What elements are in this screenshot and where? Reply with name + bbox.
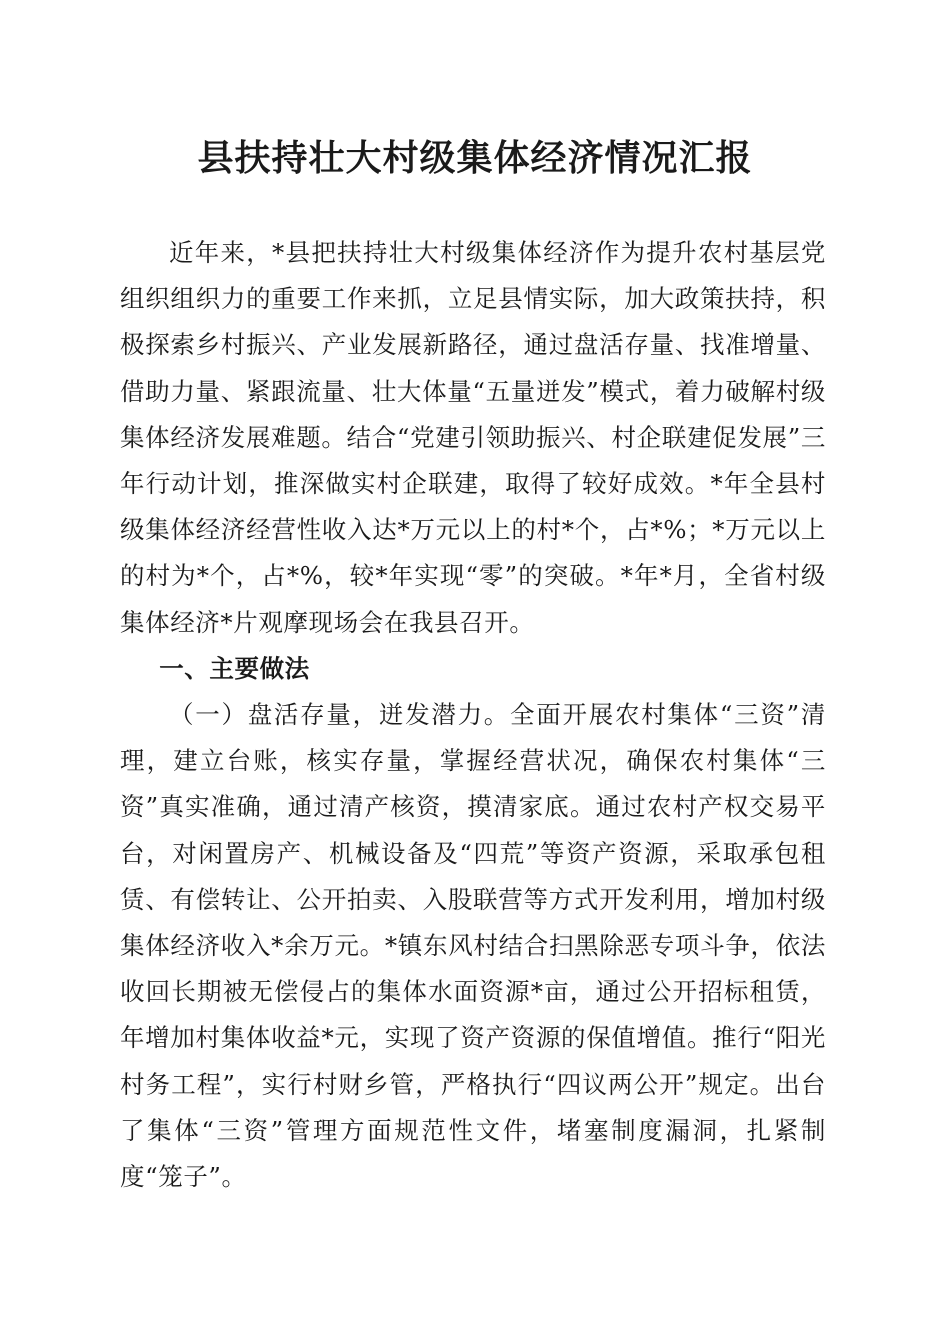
subsection-lead-1: （一）盘活存量，迸发潜力。 (169, 700, 511, 730)
document-title: 县扶持壮大村级集体经济情况汇报 (197, 137, 753, 179)
document-body (120, 230, 826, 1200)
intro-paragraph: 近年来，*县把扶持壮大村级集体经济作为提升农村基层党组织组织力的重要工作来抓，立足县情实际，加大政策扶持，积极探索乡村振兴、产业发展新路径，通过盘活存量、找准增量、借助力量、紧跟流量、壮大体量“五量迸发”模式，着力破解村级集体经济发展难题。结合“党建引领助振兴、村企联建促发展”三年行动计划，推深做实村企联建，取得了较好成效。*年全县村级集体经济经营性收入达*万元以上的村*个，占*%；*万元以上的村为*个，占*%，较*年实现“零”的突破。*年*月，全省村级集体经济*片观摩现场会在我县召开。 (120, 238, 826, 637)
section-heading-main-practices: 一、主要做法 (159, 653, 310, 683)
subsection-paragraph-1 (120, 692, 826, 1200)
subsection-text-1: 全面开展农村集体“三资”清理，建立台账，核实存量，掌握经营状况，确保农村集体“三资”真实准确，通过清产核资，摸清家底。通过农村产权交易平台，对闲置房产、机械设备及“四荒”等资产资源，采取承包租赁、有偿转让、公开拍卖、入股联营等方式开发利用，增加村级集体经济收入*余万元。*镇东风村结合扫黑除恶专项斗争，依法收回长期被无偿侵占的集体水面资源*亩，通过公开招标租赁，年增加村集体收益*元，实现了资产资源的保值增值。推行“阳光村务工程”，实行村财乡管，严格执行“四议两公开”规定。出台了集体“三资”管理方面规范性文件，堵塞制度漏洞，扎紧制度“笼子”。 (120, 700, 826, 1192)
